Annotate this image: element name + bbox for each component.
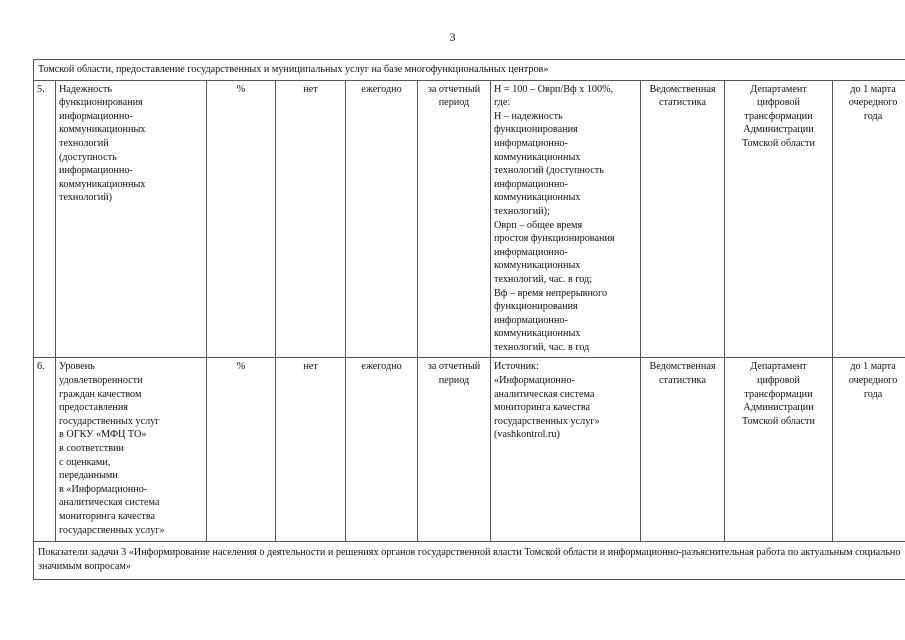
table-row [34, 80, 905, 358]
period-cell: за отчетный период [418, 358, 491, 542]
task-header-row [34, 542, 905, 579]
data-source-cell: Ведомственная статистика [641, 80, 725, 358]
deadline-cell: до 1 марта очередного года [833, 80, 905, 358]
unit-cell: % [207, 358, 276, 542]
row-number: 5. [34, 80, 56, 358]
frequency-cell: ежегодно [346, 80, 418, 358]
data-source-cell: Ведомственная статистика [641, 358, 725, 542]
section-header-row [34, 60, 905, 81]
responsible-cell: Департамент цифровой трансформации Администрации Томской области [725, 358, 833, 542]
deadline-cell: до 1 марта очередного года [833, 358, 905, 542]
page-number: 3 [449, 30, 456, 44]
responsible-cell: Департамент цифровой трансформации Администрации Томской области [725, 80, 833, 358]
period-cell: за отчетный период [418, 80, 491, 358]
section-header-cell: Томской области, предоставление государственных и муниципальных услуг на базе многофункциональных центров» [34, 60, 905, 81]
indicator-name: Надежность функционирования информационно- коммуникационных технологий (доступность информационно- коммуникационных технологий) [56, 80, 207, 358]
table-row [34, 358, 905, 542]
task-header-cell: Показатели задачи 3 «Информирование населения о деятельности и решениях органов государственной власти Томской области и информационно-разъяснительная работа по актуальным социально значимым вопросам» [34, 542, 905, 579]
indicators-table [33, 59, 905, 580]
calculation-method-cell: Источник: «Информационно- аналитическая система мониторинга качества государственных услуг» (vashkontrol.ru) [491, 358, 641, 542]
frequency-cell: ежегодно [346, 358, 418, 542]
row-number: 6. [34, 358, 56, 542]
unit-cell: % [207, 80, 276, 358]
basic-indicator-cell: нет [276, 80, 346, 358]
calculation-method-cell: Н = 100 – Оврп/Вф x 100%, где: Н – надежность функционирования информационно- коммуникационных технологий (доступность информационно- коммуникационных технологий); Оврп – общее время простоя функционирования информационно- коммуникационных технологий, час. в год; Вф – время непрерывного функционирования информационно- коммуникационных технологий, час. в год [491, 80, 641, 358]
indicator-name: Уровень удовлетворенности граждан качеством предоставления государственных услуг в ОГКУ «МФЦ ТО» в соответствии с оценками, переданными в «Информационно- аналитическая система мониторинга качества государственных услуг» [56, 358, 207, 542]
basic-indicator-cell: нет [276, 358, 346, 542]
